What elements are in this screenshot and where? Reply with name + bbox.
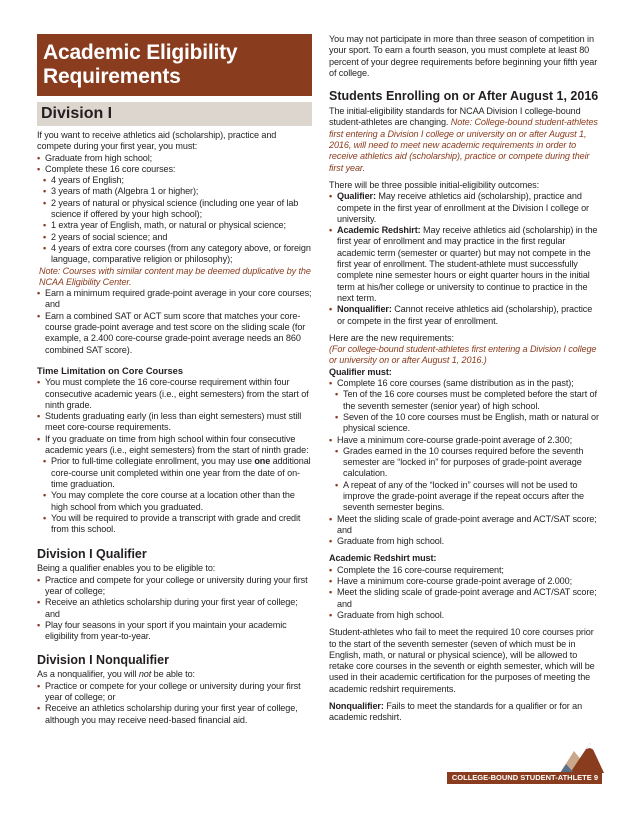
qualifier-intro: Being a qualifier enables you to be eligible to: (37, 563, 216, 574)
list-item: • Grades earned in the 10 courses required before the seventh semester are “locked in” for purposes of grade-point average calculation. (329, 446, 601, 480)
list-item: • Practice or compete for your college or university during your first year of college; or (37, 681, 312, 704)
qualifier-heading: Division I Qualifier (37, 547, 147, 562)
list-item: • Earn a combined SAT or ACT sum score that matches your core-course grade-point average and test score on the sliding scale (for example, a 2.400 core-course grade-point average needs an 860 combined SAT score). (37, 311, 312, 356)
duplicative-note: Note: Courses with similar content may be deemed duplicative by the NCAA Eligibility Center. (39, 265, 311, 287)
outcome-label: Nonqualifier: (337, 304, 392, 315)
list-item: • You may complete the core course at a location other than the high school from which you graduated. (37, 490, 312, 513)
list-item: • 4 years of English; (37, 175, 312, 186)
list-item: • Practice and compete for your college or university during your first year of college; (37, 575, 312, 598)
nonqualifier-definition (329, 701, 601, 724)
list-item: • Seven of the 10 core courses must be English, math or natural or physical science. (329, 412, 601, 435)
list-item: • 3 years of math (Algebra 1 or higher); (37, 186, 312, 197)
list-item (329, 304, 601, 327)
list-item: • Earn a minimum required grade-point average in your core courses; and (37, 288, 312, 311)
list-item (329, 225, 601, 304)
division-1-intro: If you want to receive athletics aid (scholarship), practice and compete during your first year, you must: (37, 130, 277, 152)
division-1-list-2 (37, 288, 312, 356)
time-limitation-heading: Time Limitation on Core Courses (37, 365, 184, 376)
nonqualifier-list (37, 681, 312, 726)
august-2016-intro (329, 106, 601, 174)
title-line-1: Academic Eligibility (43, 41, 238, 64)
nonqualifier-intro (37, 669, 312, 680)
list-item: • 2 years of social science; and (37, 232, 312, 243)
list-item: • Graduate from high school; (37, 153, 312, 164)
list-item: • Graduate from high school. (329, 610, 601, 621)
new-requirements-note: (For college-bound student-athletes first entering a Division I college or university on or after August 1, 2016.) (329, 344, 597, 366)
list-item: • Meet the sliding scale of grade-point average and ACT/SAT score; and (329, 587, 601, 610)
outcome-label: Academic Redshirt: (337, 225, 421, 236)
list-item: • Complete 16 core courses (same distribution as in the past); (329, 378, 601, 389)
page-footer-label: COLLEGE-BOUND STUDENT-ATHLETE 9 (451, 773, 598, 782)
core-course-list (37, 175, 312, 265)
title-line-2: Requirements (43, 65, 181, 88)
list-item: • You must complete the 16 core-course requirement within four consecutive academic years (i.e., eight semesters) from the start of ninth grade. (37, 377, 312, 411)
list-item: • If you graduate on time from high school within four consecutive academic years (i.e., eight semesters) from the start of ninth grade: (37, 434, 312, 457)
list-item: • Have a minimum core-course grade-point average of 2.000; (329, 576, 601, 587)
list-item: • Play four seasons in your sport if you maintain your academic eligibility from year-to-year. (37, 620, 312, 643)
sub-item-text: additional core-course unit completed within one year from the date of on-time graduation. (51, 456, 311, 489)
list-item: • Students graduating early (in less than eight semesters) must still meet core-course requirements. (37, 411, 312, 434)
redshirt-must-heading: Academic Redshirt must: (329, 553, 437, 564)
qualifier-must-list (329, 378, 601, 389)
list-item: • Complete these 16 core courses: (37, 164, 312, 175)
intro-text: As a nonqualifier, you will (37, 669, 139, 680)
list-item (329, 191, 601, 225)
time-limitation-list (37, 377, 312, 456)
time-limitation-sublist (37, 456, 312, 535)
nonqualifier-heading: Division I Nonqualifier (37, 653, 169, 668)
sub-item-text: Prior to full-time collegiate enrollment, you may use (51, 456, 255, 467)
outcome-label: Qualifier: (337, 191, 376, 202)
outcome-text: Cannot receive athletics aid (scholarship), practice or compete in the first year of enrollment. (337, 304, 593, 326)
nonqualifier-text: Fails to meet the standards for a qualifier or for an academic redshirt. (329, 701, 583, 723)
qualifier-must-sublist-2 (329, 446, 601, 514)
august-2016-heading: Students Enrolling on or After August 1, 2016 (329, 89, 599, 104)
new-requirements-intro: Here are the new requirements: (329, 332, 454, 343)
qualifier-must-heading: Qualifier must: (329, 366, 392, 377)
outcomes-intro: There will be three possible initial-eligibility outcomes: (329, 179, 540, 190)
list-item: • Ten of the 16 core courses must be completed before the start of the seventh semester (senior year) of high school. (329, 389, 601, 412)
list-item (37, 456, 312, 490)
qualifier-must-list-b (329, 435, 601, 446)
list-item: • Complete the 16 core-course requirement; (329, 565, 601, 576)
qualifier-must-sublist-1 (329, 389, 601, 434)
list-item: • Receive an athletics scholarship during your first year of college, although you may receive need-based financial aid. (37, 703, 312, 726)
outcome-text: May receive athletics aid (scholarship) in the first year of enrollment and may practice in the first regular academic term (semester or quarter) but may not compete in the first year of enrollment. The student-athlete must successfully complete nine semester hours or eight quarter hours in the initial term at his/her college or university to continue to practice in the next term. (337, 225, 598, 303)
intro-text: The initial-eligibility standards for NCAA Division I college-bound student-athletes are changing. (329, 106, 581, 128)
outcome-text: May receive athletics aid (scholarship), practice and compete in the first year of enrollment at the Division I college or university. (337, 191, 589, 224)
list-item: • 2 years of natural or physical science (including one year of lab science if offered by your high school); (37, 198, 312, 221)
list-item: • Graduate from high school. (329, 536, 601, 547)
emphasis-not: not (138, 669, 152, 680)
right-column (329, 34, 601, 724)
emphasis-one: one (254, 456, 271, 467)
qualifier-list (37, 575, 312, 643)
title-box (37, 34, 312, 96)
mountain-logo-icon (560, 733, 604, 773)
retake-paragraph: Student-athletes who fail to meet the required 10 core courses prior to the start of the seventh semester (seven of which must be in English, math, or natural or physical science), will be allowed to retake core courses in the seventh or eighth semester, which will be used in their academic certification for the purposes of meeting the academic redshirt requirements. (329, 627, 595, 694)
redshirt-must-list (329, 565, 601, 621)
list-item: • A repeat of any of the “locked in” courses will not be used to improve the grade-point average if the repeat occurs after the seventh semester begins. (329, 480, 601, 514)
division-1-list (37, 153, 312, 176)
nonqualifier-label: Nonqualifier: (329, 701, 384, 712)
division-1-heading: Division I (37, 102, 312, 126)
list-item: • Have a minimum core-course grade-point average of 2.300; (329, 435, 601, 446)
august-2016-note: Note: College-bound student-athletes first entering a Division I college or university on or after August 1, 2016, will need to meet new academic requirements in order to receive athletics aid (scholarship), practice or compete during their first year. (329, 117, 598, 173)
qualifier-must-list-c (329, 514, 601, 548)
list-item: • Meet the sliding scale of grade-point average and ACT/SAT score; and (329, 514, 601, 537)
footer-bar (447, 772, 602, 784)
left-column (37, 34, 312, 726)
list-item: • You will be required to provide a transcript with grade and credit from this school. (37, 513, 312, 536)
outcomes-list (329, 191, 601, 327)
intro-text: be able to: (151, 669, 195, 680)
list-item: • 4 years of extra core courses (from any category above, or foreign language, comparative religion or philosophy); (37, 243, 312, 266)
seasons-paragraph: You may not participate in more than three season of competition in your sport. To earn a fourth season, you must complete at least 80 percent of your degree requirements before beginning your fifth year of college. (329, 34, 598, 78)
list-item: • 1 extra year of English, math, or natural or physical science; (37, 220, 312, 231)
list-item: • Receive an athletics scholarship during your first year of college; and (37, 597, 312, 620)
